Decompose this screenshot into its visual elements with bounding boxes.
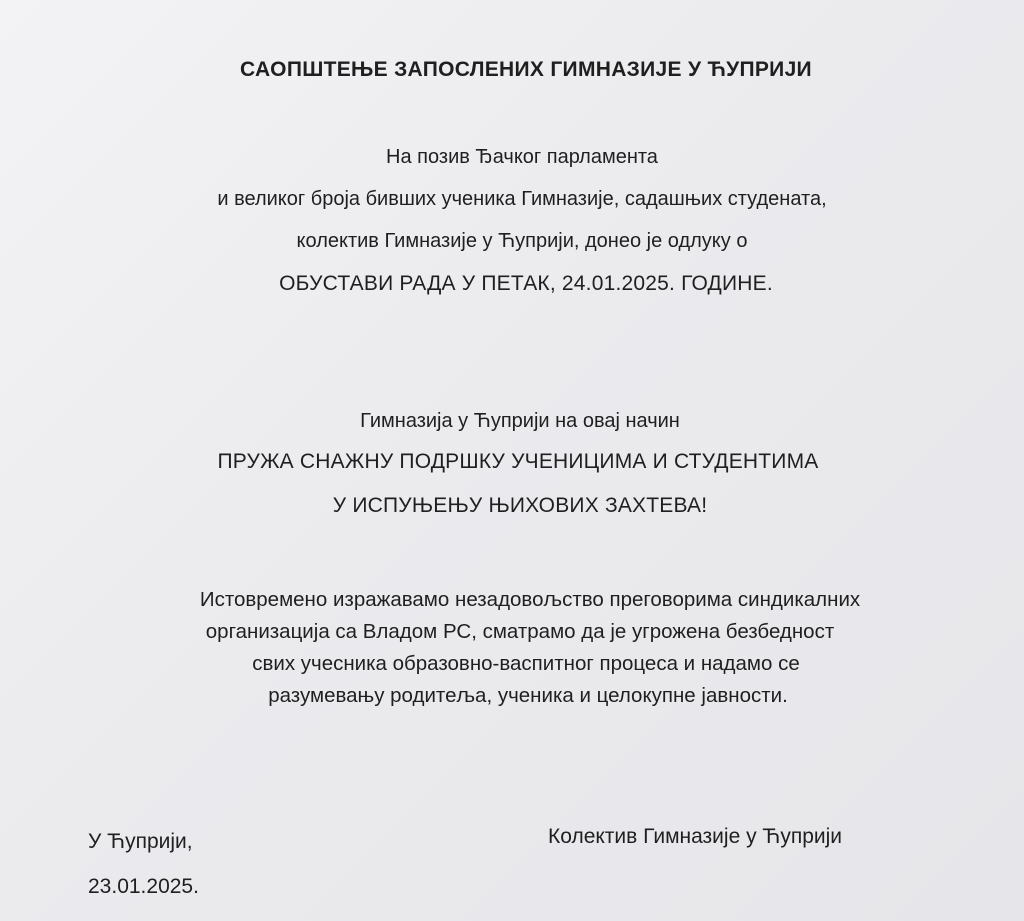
document-title: САОПШТЕЊЕ ЗАПОСЛЕНИХ ГИМНАЗИЈЕ У ЋУПРИЈИ	[240, 58, 812, 81]
intro-line-1: На позив Ђачког парламента	[386, 146, 658, 168]
date-text: 23.01.2025.	[88, 875, 199, 898]
support-line-2: ПРУЖА СНАЖНУ ПОДРШКУ УЧЕНИЦИМА И СТУДЕНТИМА	[217, 450, 819, 473]
decision-line: ОБУСТАВИ РАДА У ПЕТАК, 24.01.2025. ГОДИНЕ.	[279, 272, 773, 295]
statement-line-3: свих учесника образовно-васпитног процеса и надамо се	[252, 652, 800, 675]
intro-line-3: колектив Гимназије у Ћуприји, донео је одлуку о	[296, 230, 748, 252]
support-line-3: У ИСПУЊЕЊУ ЊИХОВИХ ЗАХТЕВА!	[332, 494, 708, 517]
signature-text: Колектив Гимназије у Ћуприји	[548, 825, 843, 848]
intro-line-2: и великог броја бивших ученика Гимназије, садашњих студената,	[217, 188, 827, 210]
statement-line-1: Истовремено изражавамо незадовољство преговорима синдикалних	[199, 588, 861, 611]
statement-line-4: разумевању родитеља, ученика и целокупне јавности.	[268, 684, 788, 707]
statement-line-2: организација са Владом РС, сматрамо да је угрожена безбедност	[205, 620, 835, 643]
support-line-1: Гимназија у Ћуприји на овај начин	[360, 410, 680, 432]
place-text: У Ћуприји,	[88, 830, 193, 853]
